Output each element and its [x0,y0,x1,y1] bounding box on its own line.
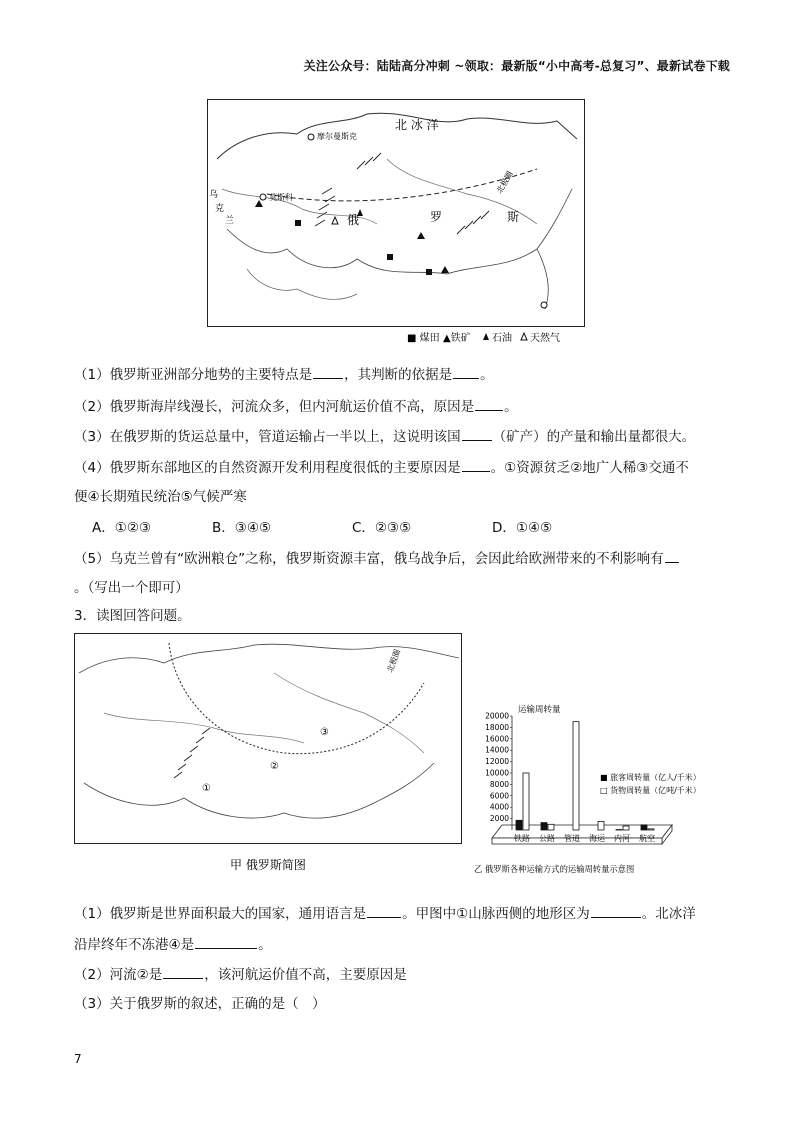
question-3: （3）在俄罗斯的货运总量中，管道运输占一半以上，这说明该国 （矿产）的产量和输出量都很大。 [74,426,695,447]
map1-arctic-circle: 北极圈 [494,169,515,195]
q3-1: （1）俄罗斯是世界面积最大的国家，通用语言是 。甲图中①山脉西侧的地形区为 。北冰洋 [74,903,696,924]
page-header: 关注公众号：陆陆高分冲刺 ~领取：最新版“小中高考-总复习”、最新试卷下载 [303,59,730,73]
map2-caption: 甲 俄罗斯简图 [230,858,306,872]
answer-blank[interactable] [475,396,503,411]
question-4-line2: 便④长期殖民统治⑤气候严寒 [74,489,247,505]
category-label: 铁路 [514,834,530,843]
bar-passenger [516,820,522,830]
q3-1-line2: 沿岸终年不冻港④是 。 [74,934,272,955]
answer-blank[interactable] [367,903,401,918]
q3-3: （3）关于俄罗斯的叙述，正确的是（ ） [74,996,326,1012]
question-1: （1）俄罗斯亚洲部分地势的主要特点是 ，其判断的依据是 。 [74,364,494,385]
question-4: （4）俄罗斯东部地区的自然资源开发利用程度很低的主要原因是 。①资源贫乏②地广人稀③交通不 [74,457,689,478]
y-tick-label: 16000 [485,734,509,744]
bar-freight [523,773,529,830]
chart-caption: 乙 俄罗斯各种运输方式的运输周转量示意图 [474,864,635,874]
category-label: 内河 [614,834,630,843]
russia-simple-map [74,633,462,879]
y-tick-label: 20000 [485,711,509,721]
map1-ukraine-1: 乌 [209,190,219,200]
transport-turnover-chart [472,700,737,880]
chart-title: 运输周转量 [518,705,561,715]
question-5-line2: 。（写出一个即可） [74,580,189,596]
question-5: （5）乌克兰曾有“欧洲粮仓”之称，俄罗斯资源丰富，俄乌战争后，会因此给欧洲带来的不利影响有 [74,548,680,569]
y-tick-label: 10000 [485,768,509,778]
legend-freight: □ 货物周转量（亿吨/千米） [600,786,701,795]
legend-coal: ■ 煤田 [407,333,440,344]
answer-blank[interactable] [665,548,679,563]
answer-blank[interactable] [453,364,479,379]
map1-russia-e: 俄 [347,213,360,227]
q3-2: （2）河流②是 ，该河航运价值不高，主要原因是 [74,964,407,985]
y-tick-label: 6000 [489,791,509,801]
y-tick-label: 2000 [489,814,509,824]
map1-russia-l: 罗 [430,210,443,224]
answer-blank[interactable] [591,903,641,918]
moscow-marker [260,194,266,200]
y-tick-label: 8000 [489,779,509,789]
y-tick-label: 12000 [485,757,509,767]
coal-marker [295,220,301,226]
bar-passenger [641,825,647,830]
map2-arctic-circle: 北极圈 [385,648,403,674]
answer-blank[interactable] [163,964,203,979]
map1-ukraine-3: 兰 [225,216,235,226]
category-label: 航空 [639,834,655,843]
legend-passenger: ■ 旅客周转量（亿人/千米） [600,773,701,782]
legend-gas: 天然气 [530,333,560,344]
option-c[interactable]: C．②③⑤ [352,520,412,536]
answer-blank[interactable] [195,934,257,949]
murmansk-marker [308,134,314,140]
answer-blank[interactable] [462,426,492,441]
bar-freight [598,821,604,830]
option-a[interactable]: A．①②③ [92,520,152,536]
map1-moscow: 莫斯科 [269,193,293,202]
coal-marker [426,269,432,275]
y-tick-label: 4000 [489,802,509,812]
category-label: 公路 [539,834,555,843]
category-label: 海运 [589,834,605,843]
legend-iron: ▲铁矿 [443,333,471,344]
map2-marker-3: ③ [320,727,329,738]
map2-marker-2: ② [270,761,279,772]
map2-marker-1: ① [202,783,211,794]
legend-oil: 石油 [492,333,512,344]
coal-marker [387,254,393,260]
russia-resources-map [207,99,585,346]
answer-blank[interactable] [462,457,490,472]
y-tick-label: 14000 [485,745,509,755]
option-d[interactable]: D．①④⑤ [492,520,553,536]
bar-freight [648,829,654,830]
question-2: （2）俄罗斯海岸线漫长，河流众多，但内河航运价值不高，原因是 。 [74,396,518,417]
question-3-title: 3．读图回答问题。 [74,608,191,624]
category-label: 管道 [564,834,580,843]
map1-north-ocean: 北 冰 洋 [395,118,439,132]
bar-freight [548,824,554,830]
map1-murmansk: 摩尔曼斯克 [317,132,357,141]
option-b[interactable]: B．③④⑤ [212,520,272,536]
map1-ukraine-2: 克 [215,204,225,214]
answer-blank[interactable] [313,364,343,379]
bar-freight [573,722,579,830]
y-tick-label: 18000 [485,722,509,732]
bar-freight [623,826,629,830]
map1-russia-s: 斯 [507,210,520,224]
port-marker [541,302,547,308]
bar-passenger [541,823,547,830]
page-number: 7 [74,1052,82,1066]
